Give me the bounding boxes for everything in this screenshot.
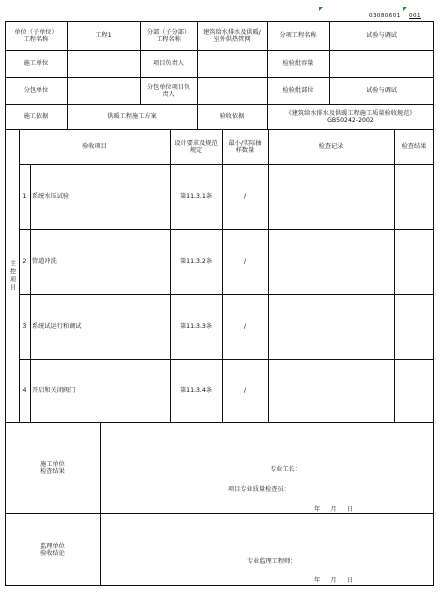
column-header-sample: 最小/实际抽样数量 <box>228 139 262 154</box>
column-header-design: 设计要求及规范规定 <box>174 139 218 154</box>
subitem-name-value: 试验与调试 <box>366 32 397 39</box>
document-code-prefix: 03080601 <box>369 13 401 19</box>
quality-inspector-signature: 项目专业质量检查员： <box>228 486 290 493</box>
item-sample: / <box>243 258 247 265</box>
batch-part-label: 检验批部位 <box>282 87 314 94</box>
main-control-label: 主控项目 <box>8 259 16 292</box>
item-clause: 第11.3.4条 <box>179 387 213 394</box>
acceptance-basis-label: 验收依据 <box>219 113 245 120</box>
item-sample: / <box>243 387 247 394</box>
sub-project-manager-value <box>197 77 267 104</box>
item-number: 1 <box>22 193 27 200</box>
item-sample: / <box>243 323 247 330</box>
project-manager-label: 项目负责人 <box>153 60 184 67</box>
item-number: 4 <box>22 387 27 394</box>
item-name: 系统水压试验 <box>32 193 70 200</box>
supervising-engineer-signature: 专业监理工程师： <box>247 558 297 565</box>
contractor-label: 施工单位 <box>23 60 49 67</box>
division-name-value: 建筑给水排水及供暖/室外供热管网 <box>203 28 261 43</box>
unit-name-value: 工程1 <box>95 32 112 39</box>
contractor-value <box>67 50 140 77</box>
corner-marker-left <box>319 7 323 11</box>
contractor-check-date: 年 月 日 <box>314 506 355 513</box>
subitem-name-label: 分项工程名称 <box>279 32 317 39</box>
document-code-suffix: 001 <box>409 13 421 19</box>
item-name: 管道冲洗 <box>32 258 57 265</box>
item-number: 3 <box>22 323 27 330</box>
column-header-result: 检查结果 <box>401 143 427 150</box>
construction-basis-label: 施工依据 <box>23 113 49 120</box>
column-header-record: 检查记录 <box>318 143 344 150</box>
item-clause: 第11.3.3条 <box>179 323 213 330</box>
foreman-signature: 专业工长： <box>270 466 301 473</box>
supervisor-check-date: 年 月 日 <box>314 577 355 584</box>
item-clause: 第11.3.1条 <box>179 193 213 200</box>
item-name: 系统试运行和调试 <box>32 323 82 330</box>
unit-name-label: 单位（子单位） 工程名称 <box>14 28 58 43</box>
contractor-check-label: 施工单位 检查结果 <box>40 460 65 475</box>
batch-part-value: 试验与调试 <box>366 87 397 94</box>
project-manager-value <box>197 50 267 77</box>
subcontractor-value <box>67 77 140 104</box>
document-code <box>369 13 435 19</box>
item-sample: / <box>243 193 247 200</box>
division-name-label: 分部（子分部） 工程名称 <box>146 28 191 43</box>
supervisor-check-label: 监理单位 验收结论 <box>40 542 65 557</box>
acceptance-basis-value: 《建筑给水排水及供暖工程施工质量验收规范》GB50242-2002 <box>285 109 416 124</box>
subcontractor-label: 分包单位 <box>23 87 49 94</box>
construction-basis-value: 供暖工程施工方案 <box>107 113 157 120</box>
item-name: 开启和关闭阀门 <box>32 387 76 394</box>
item-clause: 第11.3.2条 <box>179 258 213 265</box>
corner-marker-right <box>403 7 407 11</box>
item-number: 2 <box>22 258 27 265</box>
batch-capacity-value <box>329 50 434 77</box>
column-header-item: 验收项目 <box>82 143 107 150</box>
sub-project-manager-label: 分包单位项目负责人 <box>146 83 191 98</box>
batch-capacity-label: 检验批容量 <box>282 60 314 67</box>
